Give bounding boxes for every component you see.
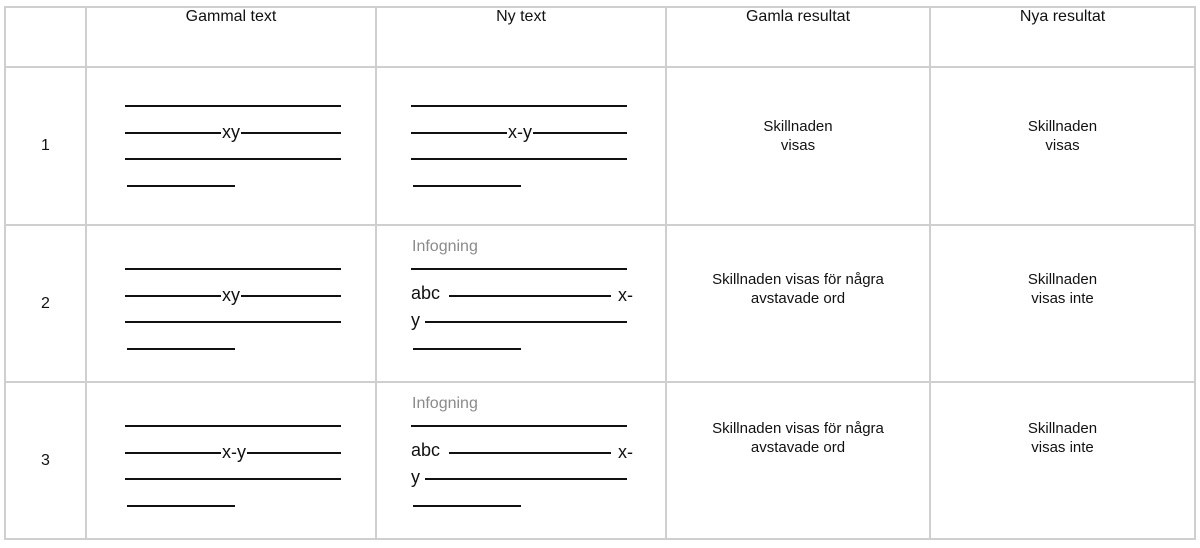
new-result [930, 67, 1195, 225]
result-line: avstavade ord [750, 290, 846, 307]
new-result [930, 382, 1195, 539]
result-line: Skillnaden [1027, 420, 1098, 437]
word: x-y [508, 122, 532, 142]
row-number: 2 [5, 225, 86, 382]
header-old-text: Gammal text [86, 7, 376, 67]
word: y [411, 310, 420, 330]
header-cell-empty [5, 7, 86, 67]
header-row [5, 7, 1195, 67]
header-old-results: Gamla resultat [666, 7, 930, 67]
text-line [425, 478, 627, 480]
text-line [449, 295, 611, 297]
word: xy [222, 122, 240, 142]
result-line: visas inte [1031, 290, 1094, 307]
row-number: 3 [5, 382, 86, 539]
text-line [125, 425, 341, 427]
header-new-results: Nya resultat [930, 7, 1195, 67]
text-line [127, 505, 235, 507]
text-line [125, 321, 341, 323]
new-text-diagram [376, 67, 666, 225]
text-line [127, 185, 235, 187]
insertion-label: Infogning [412, 238, 478, 255]
new-text-diagram [376, 225, 666, 382]
word: y [411, 467, 420, 487]
word: xy [222, 285, 240, 305]
result-line: Skillnaden visas för några [712, 271, 884, 288]
row-number: 1 [5, 67, 86, 225]
text-line [413, 185, 521, 187]
comparison-table [4, 6, 1196, 540]
table-row [5, 67, 1195, 225]
text-line [413, 505, 521, 507]
old-text-diagram [86, 225, 376, 382]
result-line: Skillnaden [763, 118, 833, 135]
result-line: Skillnaden visas för några [712, 420, 884, 437]
table-row [5, 382, 1195, 539]
result-line: visas inte [1031, 439, 1094, 456]
old-text-diagram [86, 67, 376, 225]
old-result [666, 225, 930, 382]
result-line: avstavade ord [750, 439, 846, 456]
text-line [411, 425, 627, 427]
result-line: Skillnaden [1027, 271, 1098, 288]
text-line [125, 105, 341, 107]
text-line [449, 452, 611, 454]
text-line [425, 321, 627, 323]
word: x-y [222, 442, 246, 462]
text-line [413, 348, 521, 350]
text-line [125, 268, 341, 270]
text-line [411, 268, 627, 270]
word: abc [411, 283, 441, 303]
new-result [930, 225, 1195, 382]
word: abc [411, 440, 441, 460]
insertion-label: Infogning [412, 395, 478, 412]
table-row [5, 225, 1195, 382]
text-line [125, 478, 341, 480]
text-line [411, 158, 627, 160]
old-text-diagram [86, 382, 376, 539]
header-new-text: Ny text [376, 7, 666, 67]
result-line: visas [780, 137, 816, 154]
word: x- [618, 442, 633, 462]
new-text-diagram [376, 382, 666, 539]
word: x- [618, 285, 633, 305]
result-line: visas [1045, 137, 1080, 154]
text-line [127, 348, 235, 350]
old-result [666, 67, 930, 225]
text-line [411, 105, 627, 107]
old-result [666, 382, 930, 539]
result-line: Skillnaden [1027, 118, 1098, 135]
text-line [125, 158, 341, 160]
